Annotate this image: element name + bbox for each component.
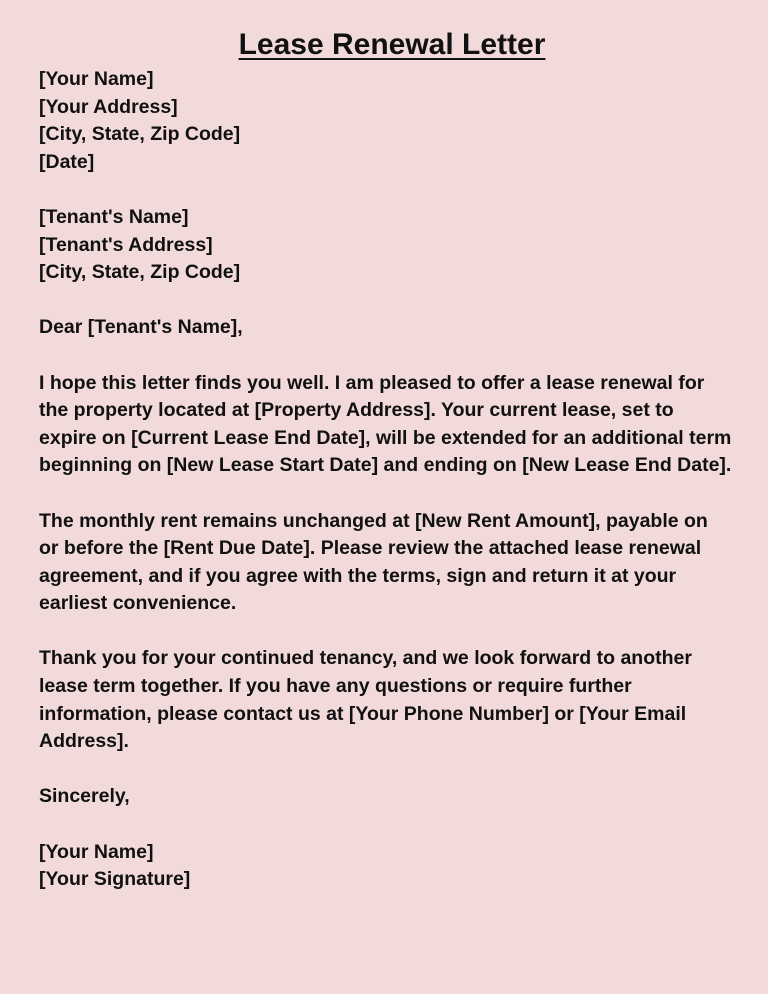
sender-block <box>39 66 751 176</box>
signature-name: [Your Name] <box>39 840 154 863</box>
signature-line: [Your Signature] <box>39 868 191 891</box>
salutation: Dear [Tenant's Name], <box>39 316 243 339</box>
closing: Sincerely, <box>39 785 130 808</box>
spacer <box>39 618 751 646</box>
paragraph-line: Address]. <box>39 730 129 753</box>
paragraph-line: expire on [Current Lease End Date], will be extended for an additional term <box>39 426 732 449</box>
recipient-city-state-zip: [City, State, Zip Code] <box>39 261 241 284</box>
paragraph-thanks <box>39 645 751 755</box>
paragraph-line: lease term together. If you have any questions or require further <box>39 675 632 698</box>
paragraph-line: Thank you for your continued tenancy, and we look forward to another <box>39 647 692 670</box>
paragraph-line: agreement, and if you agree with the terms, sign and return it at your <box>39 564 677 587</box>
paragraph-offer <box>39 370 751 480</box>
paragraph-rent <box>39 508 751 618</box>
spacer <box>39 342 751 370</box>
paragraph-line: the property located at [Property Address]. Your current lease, set to <box>39 399 674 422</box>
paragraph-line: beginning on [New Lease Start Date] and ending on [New Lease End Date]. <box>39 454 732 477</box>
spacer <box>39 811 751 839</box>
sender-name: [Your Name] <box>39 68 154 90</box>
spacer <box>39 756 751 784</box>
signature-block <box>39 839 751 894</box>
paragraph-line: I hope this letter finds you well. I am pleased to offer a lease renewal for <box>39 371 705 394</box>
spacer <box>39 480 751 508</box>
recipient-name: [Tenant's Name] <box>39 205 189 228</box>
paragraph-line: earliest convenience. <box>39 592 237 615</box>
sender-city-state-zip: [City, State, Zip Code] <box>39 123 241 146</box>
paragraph-line: or before the [Rent Due Date]. Please review the attached lease renewal <box>39 537 702 560</box>
letter-body <box>39 66 751 894</box>
letter-date: [Date] <box>39 150 95 173</box>
paragraph-line: information, please contact us at [Your Phone Number] or [Your Email <box>39 702 687 725</box>
spacer <box>39 287 751 315</box>
paragraph-line: The monthly rent remains unchanged at [New Rent Amount], payable on <box>39 509 708 532</box>
recipient-address: [Tenant's Address] <box>39 233 213 256</box>
recipient-block <box>39 204 751 287</box>
sender-address: [Your Address] <box>39 95 178 118</box>
spacer <box>39 176 751 204</box>
letter-title: Lease Renewal Letter <box>238 28 546 61</box>
